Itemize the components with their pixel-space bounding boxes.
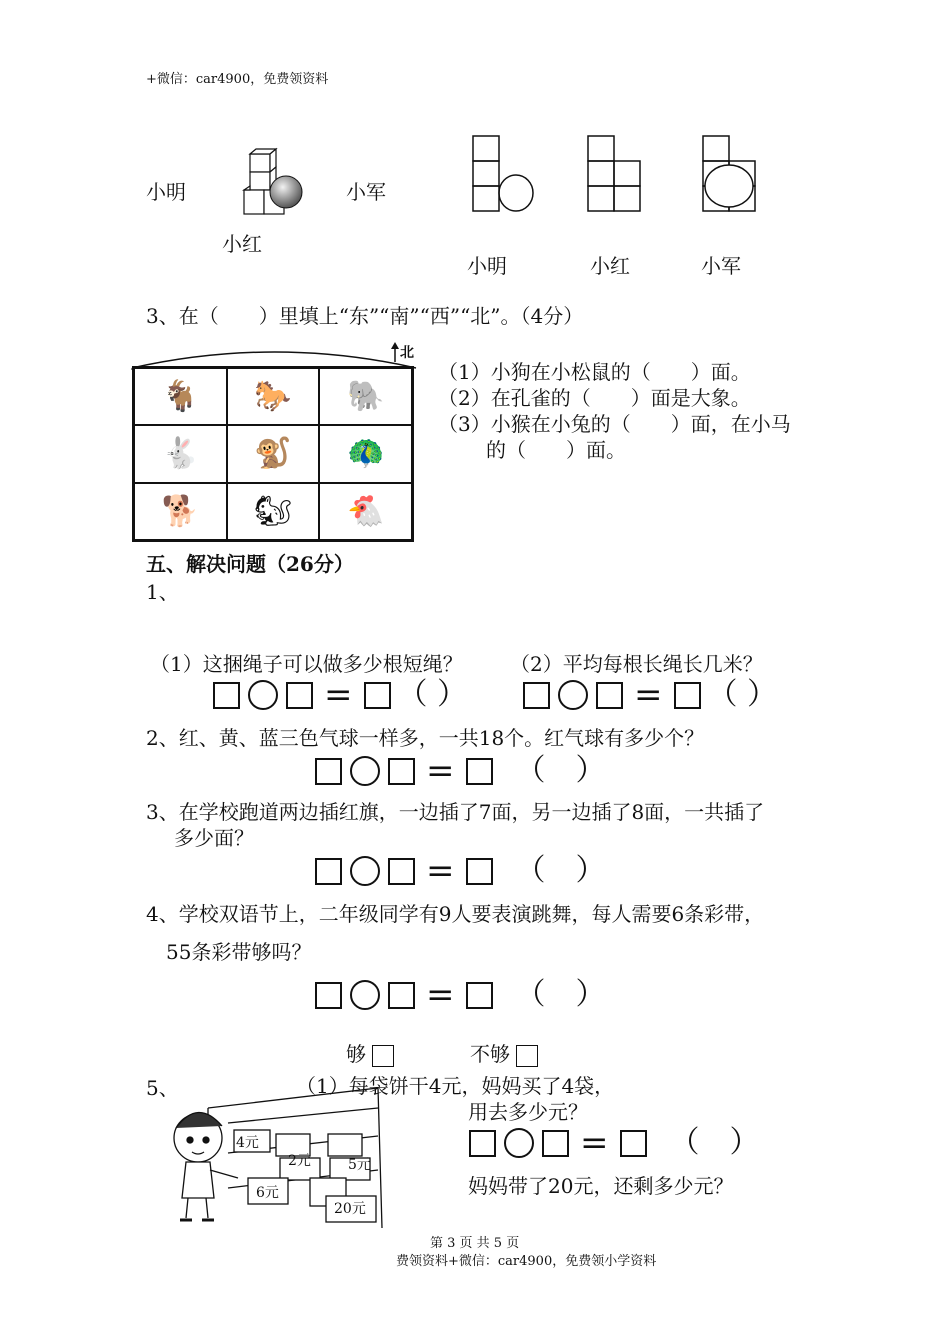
- answer-box[interactable]: [286, 682, 313, 709]
- answer-box[interactable]: [388, 758, 415, 785]
- chicken-icon: 🐔: [319, 483, 412, 540]
- q3-item-2: （2）在孔雀的（ ）面是大象。: [438, 386, 751, 410]
- animal-grid: [132, 366, 414, 542]
- answer-box[interactable]: [466, 982, 493, 1009]
- squirrel-icon: 🐿: [227, 483, 320, 540]
- enough-option: [346, 1038, 394, 1067]
- q5-2-text: 2、红、黄、蓝三色气球一样多，一共18个。红气球有多少个？: [146, 726, 705, 750]
- enough-label: 够: [346, 1042, 366, 1066]
- equals-sign: =: [580, 1123, 609, 1163]
- not-enough-checkbox[interactable]: [516, 1045, 538, 1067]
- answer-box[interactable]: [315, 982, 342, 1009]
- section5-title: 五、解决问题（26分）: [146, 552, 354, 576]
- q3-item-3: （3）小猴在小兔的（ ）面，在小马: [438, 412, 791, 436]
- answer-box[interactable]: [388, 858, 415, 885]
- label-xiaohong: 小红: [222, 232, 262, 256]
- page-number: 第 3 页 共 5 页: [430, 1236, 520, 1251]
- q3-item-3-cont: 的（ ）面。: [486, 438, 626, 462]
- goat-icon: 🐐: [134, 368, 227, 425]
- answer-box[interactable]: [388, 982, 415, 1009]
- answer-box[interactable]: [469, 1130, 496, 1157]
- q5-3-line1: 3、在学校跑道两边插红旗，一边插了7面，另一边插了8面，一共插了: [146, 800, 765, 824]
- answer-box[interactable]: [466, 858, 493, 885]
- operator-circle[interactable]: [350, 756, 380, 786]
- footer-watermark: 费领资料+微信：car4900，免费领小学资料: [396, 1254, 657, 1269]
- answer-box[interactable]: [315, 858, 342, 885]
- elephant-icon: 🐘: [319, 368, 412, 425]
- q5-1-sub2: （2）平均每根长绳长几米？: [510, 652, 763, 676]
- dog-icon: 🐕: [134, 483, 227, 540]
- q5-1-sub1: （1）这捆绳子可以做多少根短绳？: [150, 652, 463, 676]
- q5-4-formula: [314, 975, 606, 1015]
- not-enough-option: [470, 1038, 538, 1067]
- q3-prompt: 3、在（ ）里填上“东”“南”“西”“北”。（4分）: [146, 304, 584, 328]
- q5-3-line2: 多少面？: [174, 826, 254, 850]
- unit-paren[interactable]: （ ）: [669, 1125, 760, 1160]
- q5-3-formula: [314, 851, 606, 891]
- q5-5-line2: 用去多少元？: [468, 1100, 588, 1124]
- rabbit-icon: 🐇: [134, 425, 227, 482]
- operator-circle[interactable]: [558, 680, 588, 710]
- answer-box[interactable]: [213, 682, 240, 709]
- answer-box[interactable]: [620, 1130, 647, 1157]
- operator-circle[interactable]: [350, 856, 380, 886]
- operator-circle[interactable]: [350, 980, 380, 1010]
- equals-sign: =: [324, 675, 353, 715]
- price-tag-6: 6元: [256, 1185, 279, 1201]
- peacock-icon: 🦚: [319, 425, 412, 482]
- q5-1-formula-1: [212, 675, 468, 715]
- not-enough-label: 不够: [470, 1042, 510, 1066]
- unit-paren[interactable]: （ ）: [515, 753, 606, 788]
- q5-2-formula: [314, 751, 606, 791]
- answer-box[interactable]: [542, 1130, 569, 1157]
- answer-box[interactable]: [364, 682, 391, 709]
- operator-circle[interactable]: [504, 1128, 534, 1158]
- unit-paren[interactable]: （ ）: [707, 677, 778, 712]
- price-tag-5: 5元: [348, 1157, 371, 1173]
- unit-paren[interactable]: （ ）: [515, 977, 606, 1012]
- answer-box[interactable]: [523, 682, 550, 709]
- equals-sign: =: [426, 751, 455, 791]
- price-tag-2: 2元: [288, 1153, 311, 1169]
- answer-box[interactable]: [315, 758, 342, 785]
- q5-5-line3: 妈妈带了20元，还剩多少元？: [468, 1174, 734, 1198]
- view-label-xiaohong: 小红: [590, 254, 630, 278]
- q5-1-formula-2: [522, 675, 778, 715]
- q5-5-line1: （1）每袋饼干4元，妈妈买了4袋，: [296, 1074, 615, 1098]
- q5-4-line2: 55条彩带够吗？: [166, 940, 312, 964]
- q5-5-num: 5、: [146, 1076, 179, 1100]
- cube-stack-figure: [236, 146, 316, 220]
- q3-item-1: （1）小狗在小松鼠的（ ）面。: [438, 360, 751, 384]
- equals-sign: =: [426, 975, 455, 1015]
- enough-checkbox[interactable]: [372, 1045, 394, 1067]
- north-label: 北: [400, 345, 414, 361]
- unit-paren[interactable]: （ ）: [515, 853, 606, 888]
- answer-box[interactable]: [674, 682, 701, 709]
- answer-box[interactable]: [466, 758, 493, 785]
- label-xiaojun: 小军: [346, 180, 386, 204]
- header-watermark: +微信：car4900，免费领资料: [146, 72, 329, 87]
- q5-1-num: 1、: [146, 580, 179, 604]
- equals-sign: =: [634, 675, 663, 715]
- view-label-xiaojun: 小军: [701, 254, 741, 278]
- three-views-figure: [470, 134, 770, 214]
- price-tag-4: 4元: [236, 1135, 259, 1151]
- operator-circle[interactable]: [248, 680, 278, 710]
- view-label-xiaoming: 小明: [467, 254, 507, 278]
- equals-sign: =: [426, 851, 455, 891]
- label-xiaoming: 小明: [146, 180, 186, 204]
- q5-4-line1: 4、学校双语节上，二年级同学有9人要表演跳舞，每人需要6条彩带，: [146, 902, 765, 926]
- monkey-icon: 🐒: [227, 425, 320, 482]
- q5-5-formula: [468, 1123, 760, 1163]
- answer-box[interactable]: [596, 682, 623, 709]
- unit-paren[interactable]: （ ）: [397, 677, 468, 712]
- horse-icon: 🐎: [227, 368, 320, 425]
- price-tag-20: 20元: [334, 1201, 366, 1217]
